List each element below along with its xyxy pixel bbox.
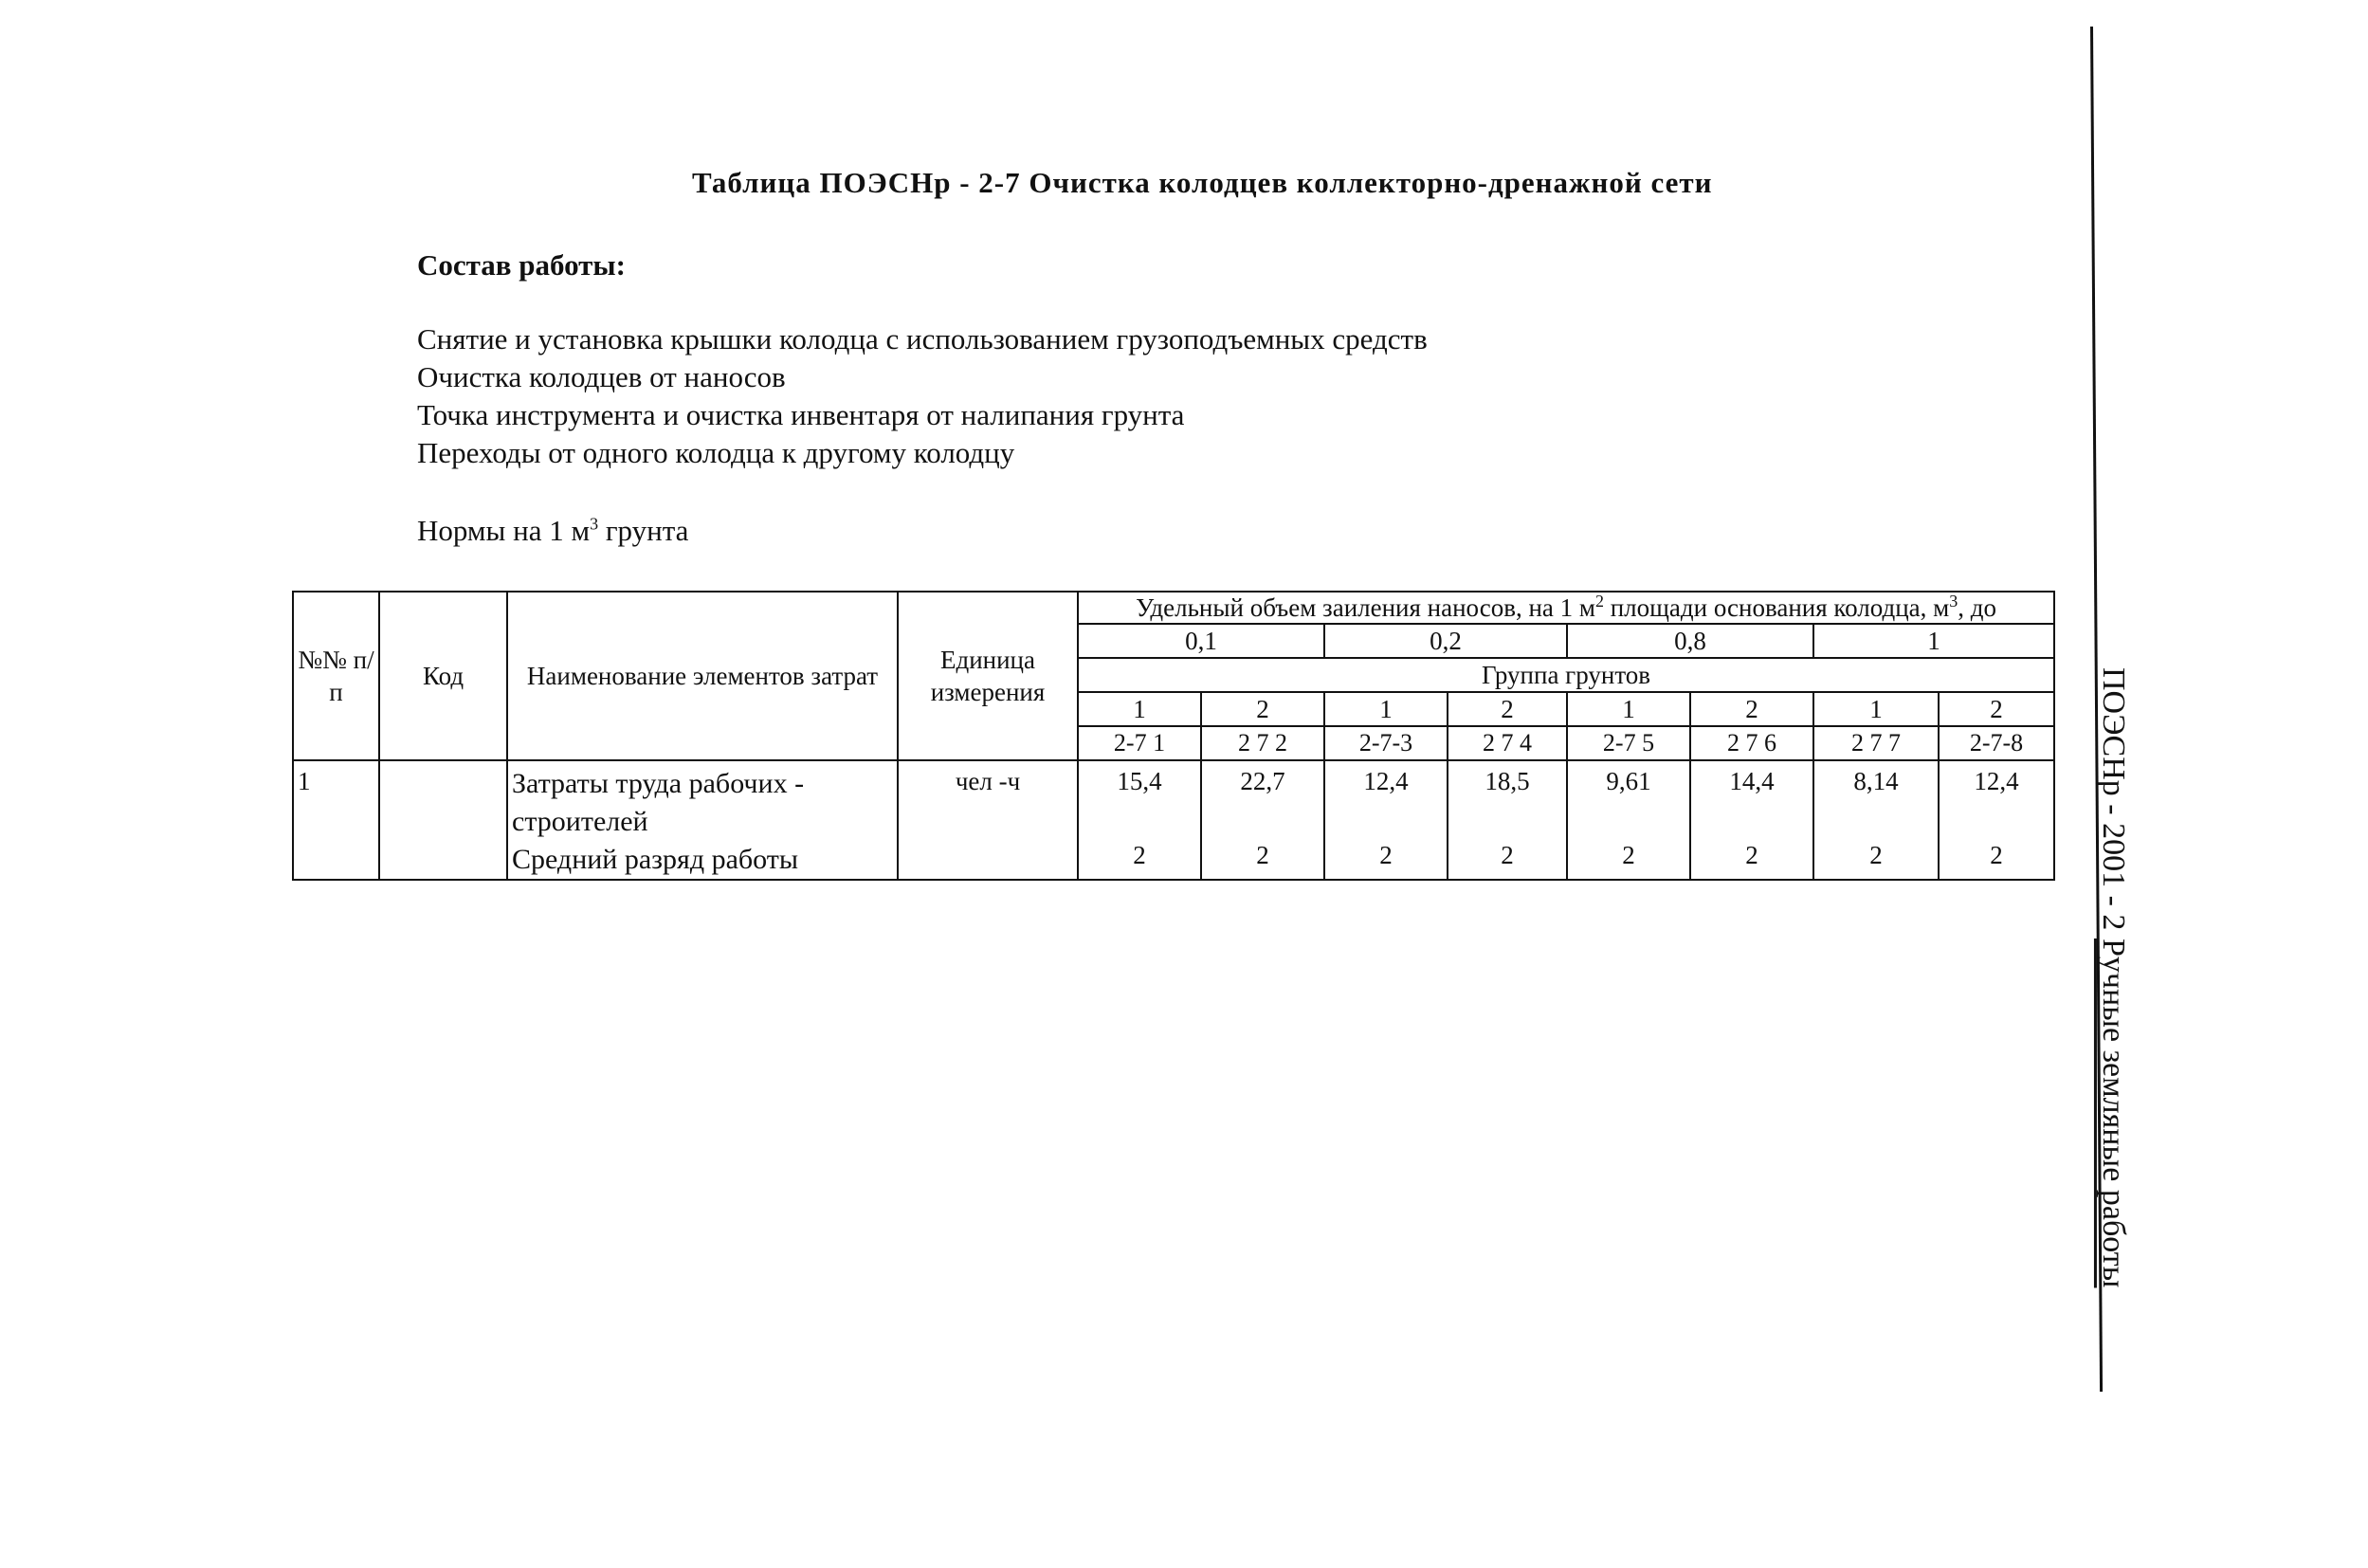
value-cell bbox=[1324, 760, 1448, 880]
grade-value: 2 bbox=[1990, 841, 2003, 869]
soil-group-label: Группа грунтов bbox=[1078, 658, 2054, 692]
work-item: Переходы от одного колодца к другому колодцу bbox=[417, 436, 1015, 469]
value-cell bbox=[1939, 760, 2054, 880]
value-cell bbox=[1690, 760, 1813, 880]
volume-value: 0,8 bbox=[1567, 624, 1813, 658]
work-item: Точка инструмента и очистка инвентаря от налипания грунта bbox=[417, 398, 1185, 431]
value-cell bbox=[1813, 760, 1939, 880]
value-cell bbox=[1567, 760, 1690, 880]
norm-code: 2 7 4 bbox=[1448, 726, 1567, 760]
work-item: Снятие и установка крышки колодца с использованием грузоподъемных средств bbox=[417, 322, 1428, 356]
norm-code: 2 7 2 bbox=[1201, 726, 1324, 760]
soil-group: 1 bbox=[1567, 692, 1690, 726]
volume-mid: площади основания колодца, м bbox=[1603, 593, 1950, 622]
side-code: ПОЭСНр - 2001 - 2 bbox=[2096, 667, 2131, 931]
volume-suffix: , до bbox=[1958, 593, 1996, 622]
grade-value: 2 bbox=[1256, 841, 1269, 869]
work-list bbox=[417, 320, 1428, 472]
labor-value: 22,7 bbox=[1240, 767, 1285, 795]
row-name-line: Средний разряд работы bbox=[512, 844, 799, 875]
norm-code: 2-7-3 bbox=[1324, 726, 1448, 760]
volume-prefix: Удельный объем заиления наносов, на 1 м bbox=[1136, 593, 1595, 622]
grade-value: 2 bbox=[1133, 841, 1146, 869]
value-cell bbox=[1448, 760, 1567, 880]
norm-code: 2 7 6 bbox=[1690, 726, 1813, 760]
grade-value: 2 bbox=[1379, 841, 1393, 869]
labor-value: 12,4 bbox=[1974, 767, 2019, 795]
labor-value: 9,61 bbox=[1606, 767, 1651, 795]
header-code: Код bbox=[379, 592, 507, 760]
norm-code: 2-7 1 bbox=[1078, 726, 1201, 760]
row-name bbox=[507, 760, 898, 880]
page-title: Таблица ПОЭСНр - 2-7 Очистка колодцев коллекторно-дренажной сети bbox=[692, 166, 1713, 199]
soil-group: 1 bbox=[1324, 692, 1448, 726]
grade-value: 2 bbox=[1869, 841, 1883, 869]
labor-value: 8,14 bbox=[1853, 767, 1899, 795]
grade-value: 2 bbox=[1622, 841, 1635, 869]
soil-group: 2 bbox=[1448, 692, 1567, 726]
norms-sup: 3 bbox=[590, 514, 599, 534]
volume-sup: 2 bbox=[1594, 592, 1604, 611]
labor-value: 15,4 bbox=[1117, 767, 1162, 795]
labor-value: 14,4 bbox=[1729, 767, 1775, 795]
header-num: №№ п/п bbox=[293, 592, 379, 760]
header-volume bbox=[1078, 592, 2054, 624]
norms-table bbox=[292, 591, 2055, 881]
volume-value: 1 bbox=[1813, 624, 2054, 658]
header-name: Наименование элементов затрат bbox=[507, 592, 898, 760]
norms-prefix: Нормы на 1 м bbox=[417, 514, 591, 547]
header-unit: Единица измерения bbox=[898, 592, 1078, 760]
row-name-line: строителей bbox=[512, 806, 648, 837]
soil-group: 1 bbox=[1813, 692, 1939, 726]
volume-value: 0,2 bbox=[1324, 624, 1567, 658]
norm-code: 2-7-8 bbox=[1939, 726, 2054, 760]
row-name-line: Затраты труда рабочих - bbox=[512, 768, 805, 799]
volume-sup: 3 bbox=[1949, 592, 1958, 611]
grade-value: 2 bbox=[1501, 841, 1514, 869]
norm-code: 2 7 7 bbox=[1813, 726, 1939, 760]
labor-value: 18,5 bbox=[1485, 767, 1530, 795]
value-cell bbox=[1078, 760, 1201, 880]
grade-value: 2 bbox=[1745, 841, 1758, 869]
labor-value: 12,4 bbox=[1363, 767, 1409, 795]
volume-value: 0,1 bbox=[1078, 624, 1324, 658]
value-cell bbox=[1201, 760, 1324, 880]
side-section: Ручные земляные работы bbox=[2096, 938, 2131, 1288]
table-row bbox=[293, 760, 2054, 880]
work-item: Очистка колодцев от наносов bbox=[417, 360, 786, 393]
soil-group: 2 bbox=[1201, 692, 1324, 726]
row-num: 1 bbox=[293, 760, 379, 880]
side-title bbox=[2095, 667, 2131, 1288]
soil-group: 2 bbox=[1690, 692, 1813, 726]
row-unit: чел -ч bbox=[898, 760, 1078, 880]
row-code bbox=[379, 760, 507, 880]
norms-suffix: грунта bbox=[598, 514, 689, 547]
composition-heading: Состав работы: bbox=[417, 248, 626, 282]
norm-code: 2-7 5 bbox=[1567, 726, 1690, 760]
soil-group: 2 bbox=[1939, 692, 2054, 726]
soil-group: 1 bbox=[1078, 692, 1201, 726]
norms-unit-line bbox=[417, 514, 688, 548]
